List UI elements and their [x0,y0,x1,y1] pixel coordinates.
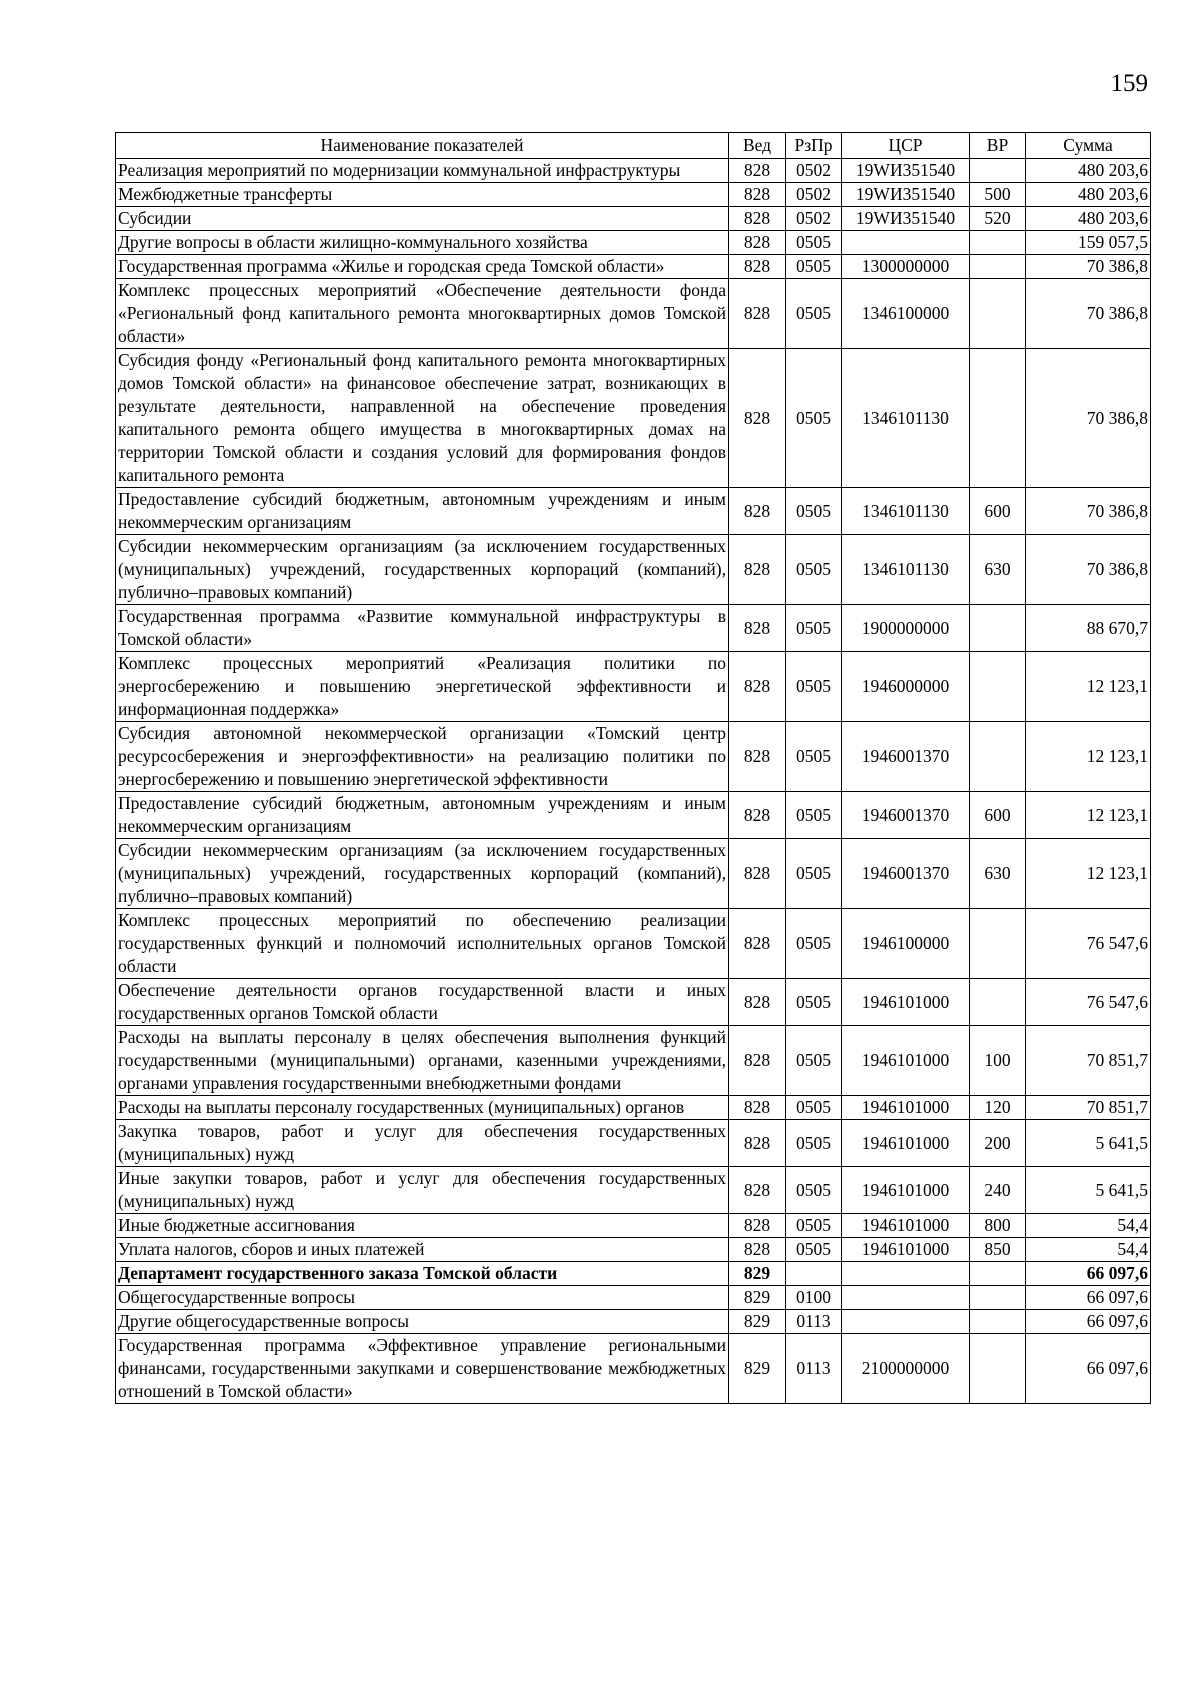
table-row [116,159,1151,183]
cell-name: Государственная программа «Эффективное управление региональными финансами, государственными закупками и совершенствование межбюджетных отношений в Томской области» [116,1334,729,1404]
cell-sum: 76 547,6 [1026,909,1151,979]
cell-ved: 828 [729,207,786,231]
cell-name: Предоставление субсидий бюджетным, автономным учреждениям и иным некоммерческим организациям [116,488,729,535]
cell-sum: 70 386,8 [1026,488,1151,535]
cell-vr: 240 [970,1167,1026,1214]
cell-sum: 5 641,5 [1026,1120,1151,1167]
cell-vr: 600 [970,792,1026,839]
cell-csr [842,1262,970,1286]
table-header-row [116,133,1151,159]
cell-csr: 1946100000 [842,909,970,979]
cell-ved: 828 [729,255,786,279]
cell-csr: 1946101000 [842,1214,970,1238]
cell-rzpr: 0505 [786,652,842,722]
cell-vr [970,1310,1026,1334]
table-row [116,722,1151,792]
table-row [116,979,1151,1026]
cell-vr: 600 [970,488,1026,535]
cell-csr [842,1286,970,1310]
table-row [116,1334,1151,1404]
cell-name: Государственная программа «Жилье и городская среда Томской области» [116,255,729,279]
cell-name: Уплата налогов, сборов и иных платежей [116,1238,729,1262]
cell-rzpr: 0505 [786,1026,842,1096]
cell-sum: 70 386,8 [1026,255,1151,279]
cell-csr: 19WИ351540 [842,159,970,183]
cell-sum: 480 203,6 [1026,183,1151,207]
cell-sum: 12 123,1 [1026,792,1151,839]
cell-name: Иные закупки товаров, работ и услуг для обеспечения государственных (муниципальных) нужд [116,1167,729,1214]
cell-name: Расходы на выплаты персоналу государственных (муниципальных) органов [116,1096,729,1120]
cell-name: Межбюджетные трансферты [116,183,729,207]
cell-vr: 520 [970,207,1026,231]
table-row [116,839,1151,909]
cell-sum: 70 386,8 [1026,279,1151,349]
cell-vr: 120 [970,1096,1026,1120]
table-row [116,1214,1151,1238]
cell-csr: 2100000000 [842,1334,970,1404]
cell-sum: 66 097,6 [1026,1334,1151,1404]
cell-vr: 500 [970,183,1026,207]
cell-vr: 100 [970,1026,1026,1096]
cell-vr [970,722,1026,792]
cell-ved: 828 [729,231,786,255]
budget-table [115,132,1151,1404]
cell-sum: 70 386,8 [1026,349,1151,488]
cell-csr: 1346101130 [842,535,970,605]
cell-csr: 19WИ351540 [842,207,970,231]
cell-sum: 66 097,6 [1026,1310,1151,1334]
cell-csr: 1946001370 [842,839,970,909]
cell-sum: 76 547,6 [1026,979,1151,1026]
cell-rzpr: 0505 [786,255,842,279]
cell-sum: 70 851,7 [1026,1026,1151,1096]
cell-csr: 1946101000 [842,1026,970,1096]
cell-name: Комплекс процессных мероприятий по обеспечению реализации государственных функций и полномочий исполнительных органов Томской области [116,909,729,979]
cell-vr [970,979,1026,1026]
cell-ved: 828 [729,535,786,605]
cell-rzpr: 0505 [786,1120,842,1167]
cell-rzpr: 0505 [786,231,842,255]
cell-name: Общегосударственные вопросы [116,1286,729,1310]
cell-vr [970,231,1026,255]
cell-ved: 828 [729,605,786,652]
cell-ved: 828 [729,652,786,722]
cell-ved: 828 [729,979,786,1026]
cell-vr [970,255,1026,279]
cell-name: Субсидия автономной некоммерческой организации «Томский центр ресурсосбережения и энергоэффективности» на реализацию политики по энергосбережению и повышению энергетической эффективности [116,722,729,792]
cell-rzpr: 0505 [786,1238,842,1262]
cell-sum: 54,4 [1026,1238,1151,1262]
cell-sum: 12 123,1 [1026,839,1151,909]
cell-vr: 800 [970,1214,1026,1238]
cell-rzpr: 0505 [786,722,842,792]
cell-vr: 850 [970,1238,1026,1262]
cell-csr: 1946101000 [842,1238,970,1262]
cell-csr: 1346101130 [842,349,970,488]
cell-rzpr: 0505 [786,349,842,488]
cell-sum: 159 057,5 [1026,231,1151,255]
table-row [116,652,1151,722]
cell-sum: 70 386,8 [1026,535,1151,605]
cell-csr: 1346101130 [842,488,970,535]
table-row [116,605,1151,652]
page-number: 159 [1110,70,1148,97]
table-row [116,1120,1151,1167]
cell-csr: 1946101000 [842,1096,970,1120]
cell-rzpr: 0502 [786,207,842,231]
cell-vr [970,605,1026,652]
cell-rzpr: 0505 [786,792,842,839]
table-row [116,207,1151,231]
cell-rzpr: 0505 [786,839,842,909]
cell-ved: 828 [729,1214,786,1238]
cell-ved: 828 [729,1120,786,1167]
cell-rzpr: 0505 [786,535,842,605]
cell-csr: 1900000000 [842,605,970,652]
cell-csr: 1946101000 [842,979,970,1026]
cell-sum: 88 670,7 [1026,605,1151,652]
cell-name: Реализация мероприятий по модернизации коммунальной инфраструктуры [116,159,729,183]
cell-name: Закупка товаров, работ и услуг для обеспечения государственных (муниципальных) нужд [116,1120,729,1167]
cell-rzpr: 0502 [786,159,842,183]
cell-rzpr: 0505 [786,1214,842,1238]
cell-ved: 828 [729,183,786,207]
table-row [116,909,1151,979]
cell-rzpr: 0100 [786,1286,842,1310]
cell-name: Другие вопросы в области жилищно-коммунального хозяйства [116,231,729,255]
cell-vr [970,652,1026,722]
cell-name: Департамент государственного заказа Томской области [116,1262,729,1286]
cell-name: Субсидия фонду «Региональный фонд капитального ремонта многоквартирных домов Томской области» на финансовое обеспечение затрат, возникающих в результате деятельности, направленной на обеспечение проведения капитального ремонта общего имущества в многоквартирных домах на территории Томской области и создания условий для формирования фондов капитального ремонта [116,349,729,488]
cell-ved: 828 [729,349,786,488]
header-ved: Вед [729,133,786,159]
cell-sum: 5 641,5 [1026,1167,1151,1214]
cell-ved: 828 [729,159,786,183]
cell-ved: 829 [729,1334,786,1404]
table-row [116,488,1151,535]
cell-csr: 1946000000 [842,652,970,722]
cell-csr: 1346100000 [842,279,970,349]
cell-rzpr: 0113 [786,1310,842,1334]
table-row [116,231,1151,255]
header-sum: Сумма [1026,133,1151,159]
cell-sum: 12 123,1 [1026,652,1151,722]
cell-vr [970,159,1026,183]
cell-ved: 829 [729,1310,786,1334]
table-row [116,183,1151,207]
cell-vr [970,1334,1026,1404]
cell-vr [970,1262,1026,1286]
cell-name: Государственная программа «Развитие коммунальной инфраструктуры в Томской области» [116,605,729,652]
cell-name: Комплекс процессных мероприятий «Обеспечение деятельности фонда «Региональный фонд капитального ремонта многоквартирных домов Томской области» [116,279,729,349]
cell-rzpr: 0505 [786,279,842,349]
cell-csr [842,231,970,255]
cell-rzpr: 0505 [786,605,842,652]
table-row [116,255,1151,279]
cell-rzpr: 0505 [786,909,842,979]
cell-vr [970,909,1026,979]
table-row [116,279,1151,349]
cell-sum: 12 123,1 [1026,722,1151,792]
header-vr: ВР [970,133,1026,159]
cell-name: Иные бюджетные ассигнования [116,1214,729,1238]
cell-ved: 828 [729,488,786,535]
cell-sum: 66 097,6 [1026,1286,1151,1310]
cell-sum: 480 203,6 [1026,207,1151,231]
table-row [116,1286,1151,1310]
cell-name: Комплекс процессных мероприятий «Реализация политики по энергосбережению и повышению энергетической эффективности и информационная поддержка» [116,652,729,722]
cell-name: Расходы на выплаты персоналу в целях обеспечения выполнения функций государственными (муниципальными) органами, казенными учреждениями, органами управления государственными внебюджетными фондами [116,1026,729,1096]
cell-name: Субсидии некоммерческим организациям (за исключением государственных (муниципальных) учреждений, государственных корпораций (компаний), публично–правовых компаний) [116,839,729,909]
table-row [116,792,1151,839]
cell-sum: 70 851,7 [1026,1096,1151,1120]
cell-csr: 1946001370 [842,722,970,792]
cell-csr: 1300000000 [842,255,970,279]
cell-sum: 54,4 [1026,1214,1151,1238]
cell-ved: 829 [729,1262,786,1286]
table-row [116,535,1151,605]
cell-ved: 828 [729,1167,786,1214]
cell-ved: 828 [729,1026,786,1096]
cell-vr: 630 [970,535,1026,605]
cell-ved: 828 [729,279,786,349]
cell-ved: 828 [729,1238,786,1262]
cell-rzpr [786,1262,842,1286]
table-row [116,1310,1151,1334]
cell-vr [970,349,1026,488]
table-row [116,1026,1151,1096]
header-csr: ЦСР [842,133,970,159]
cell-csr: 1946101000 [842,1120,970,1167]
cell-ved: 828 [729,722,786,792]
cell-csr: 1946001370 [842,792,970,839]
cell-sum: 66 097,6 [1026,1262,1151,1286]
cell-csr [842,1310,970,1334]
cell-ved: 828 [729,839,786,909]
cell-rzpr: 0502 [786,183,842,207]
cell-name: Другие общегосударственные вопросы [116,1310,729,1334]
table-row [116,1238,1151,1262]
cell-rzpr: 0505 [786,488,842,535]
table-row [116,1262,1151,1286]
cell-name: Субсидии [116,207,729,231]
cell-ved: 828 [729,909,786,979]
cell-csr: 1946101000 [842,1167,970,1214]
cell-vr [970,1286,1026,1310]
cell-ved: 829 [729,1286,786,1310]
header-rzpr: РзПр [786,133,842,159]
header-name: Наименование показателей [116,133,729,159]
table-row [116,1096,1151,1120]
table-row [116,1167,1151,1214]
cell-name: Субсидии некоммерческим организациям (за исключением государственных (муниципальных) учреждений, государственных корпораций (компаний), публично–правовых компаний) [116,535,729,605]
cell-name: Предоставление субсидий бюджетным, автономным учреждениям и иным некоммерческим организациям [116,792,729,839]
cell-rzpr: 0113 [786,1334,842,1404]
cell-sum: 480 203,6 [1026,159,1151,183]
cell-vr [970,279,1026,349]
cell-ved: 828 [729,792,786,839]
cell-name: Обеспечение деятельности органов государственной власти и иных государственных органов Томской области [116,979,729,1026]
cell-csr: 19WИ351540 [842,183,970,207]
cell-rzpr: 0505 [786,979,842,1026]
cell-vr: 200 [970,1120,1026,1167]
cell-ved: 828 [729,1096,786,1120]
table-row [116,349,1151,488]
table-body [116,159,1151,1404]
cell-vr: 630 [970,839,1026,909]
cell-rzpr: 0505 [786,1096,842,1120]
cell-rzpr: 0505 [786,1167,842,1214]
